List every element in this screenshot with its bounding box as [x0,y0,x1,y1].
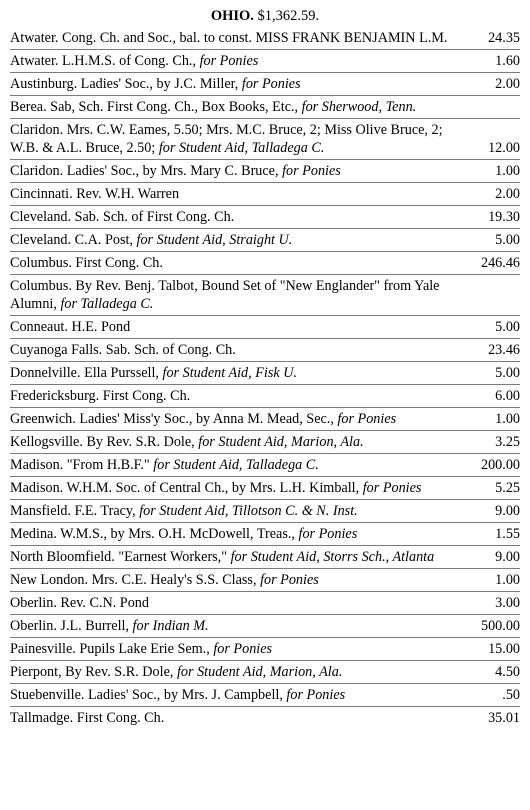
entry-text: Oberlin. Rev. C.N. Pond [10,595,149,611]
table-row [10,160,520,183]
entry-amount: .50 [448,684,520,707]
entry-description [10,638,448,661]
entry-designation: for Student Aid, Talladega C. [158,140,325,156]
contributions-table [10,29,520,729]
entry-text: Austinburg. Ladies' Soc., by J.C. Miller, [10,76,242,92]
entry-description [10,408,448,431]
entry-designation: for Ponies [213,641,273,657]
entry-description [10,523,448,546]
entry-description [10,229,448,252]
entry-amount: 5.00 [448,316,520,339]
entry-text: Tallmadge. First Cong. Ch. [10,710,165,726]
entry-amount: 23.46 [448,339,520,362]
entry-description [10,50,448,73]
table-row [10,546,520,569]
table-row [10,477,520,500]
table-row [10,252,520,275]
entry-text: Madison. W.H.M. Soc. of Central Ch., by Mrs. L.H. Kimball, [10,480,363,496]
table-row [10,569,520,592]
entry-text: Madison. "From H.B.F." [10,457,154,473]
entry-text: Atwater. Cong. Ch. and Soc., bal. to const. MISS FRANK BENJAMIN L.M. [10,30,448,46]
contributions-body [10,29,520,729]
entry-designation: for Ponies [199,53,259,69]
entry-description [10,339,448,362]
entry-text: Berea. Sab, Sch. First Cong. Ch., Box Books, Etc., [10,99,302,115]
entry-text: Medina. W.M.S., by Mrs. O.H. McDowell, Treas., [10,526,299,542]
entry-amount: 19.30 [448,206,520,229]
entry-designation: for Ponies [337,411,397,427]
entry-amount [448,275,520,316]
entry-description [10,431,448,454]
entry-text: Cincinnati. Rev. W.H. Warren [10,186,180,202]
entry-text: Pierpont, By Rev. S.R. Dole, [10,664,177,680]
entry-text: Stuebenville. Ladies' Soc., by Mrs. J. Campbell, [10,687,287,703]
entry-amount: 9.00 [448,500,520,523]
entry-text: Cleveland. C.A. Post, [10,232,137,248]
entry-description [10,500,448,523]
entry-text: Columbus. First Cong. Ch. [10,255,163,271]
entry-designation: for Ponies [241,76,301,92]
table-row [10,661,520,684]
entry-amount: 2.00 [448,183,520,206]
entry-text: Columbus. By Rev. Benj. Talbot, Bound Set of "New Englander" from Yale Alumni, [10,278,440,312]
table-row [10,385,520,408]
table-row [10,707,520,730]
entry-amount: 246.46 [448,252,520,275]
entry-amount: 3.25 [448,431,520,454]
entry-text: Claridon. Mrs. C.W. Eames, 5.50; Mrs. M.C. Bruce, 2; Miss Olive Bruce, 2; W.B. & A.L. Bruce, 2.50; [10,122,443,156]
entry-amount: 12.00 [448,119,520,160]
entry-designation: for Talladega C. [60,296,154,312]
entry-description [10,316,448,339]
entry-amount: 1.55 [448,523,520,546]
entry-designation: for Student Aid, Storrs Sch., Atlanta [230,549,435,565]
entry-amount: 5.00 [448,362,520,385]
table-row [10,592,520,615]
entry-description [10,119,448,160]
table-row [10,362,520,385]
table-row [10,229,520,252]
entry-text: Conneaut. H.E. Pond [10,319,131,335]
heading-state: OHIO. [210,8,254,24]
entry-amount: 6.00 [448,385,520,408]
entry-amount: 1.00 [448,569,520,592]
heading-total: $1,362.59. [257,8,320,24]
table-row [10,454,520,477]
table-row [10,684,520,707]
entry-amount: 15.00 [448,638,520,661]
entry-description [10,206,448,229]
entry-designation: for Student Aid, Marion, Ala. [198,434,364,450]
entry-text: North Bloomfield. "Earnest Workers," [10,549,231,565]
table-row [10,615,520,638]
entry-text: Donnelville. Ella Purssell, [10,365,163,381]
table-row [10,316,520,339]
entry-text: Atwater. L.H.M.S. of Cong. Ch., [10,53,200,69]
table-row [10,96,520,119]
entry-amount: 35.01 [448,707,520,730]
entry-description [10,362,448,385]
entry-text: Claridon. Ladies' Soc., by Mrs. Mary C. Bruce, [10,163,283,179]
entry-designation: for Ponies [286,687,346,703]
entry-designation: for Ponies [282,163,341,179]
entry-designation: for Ponies [260,572,319,588]
entry-description [10,477,448,500]
table-row [10,73,520,96]
entry-amount: 2.00 [448,73,520,96]
entry-designation: for Indian M. [132,618,209,634]
table-row [10,500,520,523]
table-row [10,29,520,50]
entry-amount: 4.50 [448,661,520,684]
entry-text: Cuyanoga Falls. Sab. Sch. of Cong. Ch. [10,342,236,358]
entry-description [10,454,448,477]
entry-description [10,569,448,592]
table-row [10,183,520,206]
table-row [10,638,520,661]
entry-designation: for Ponies [362,480,422,496]
entry-description [10,252,448,275]
entry-description [10,615,448,638]
entry-description [10,183,448,206]
entry-description [10,546,448,569]
table-row [10,339,520,362]
entry-text: Mansfield. F.E. Tracy, [10,503,140,519]
entry-text: Kellogsville. By Rev. S.R. Dole, [10,434,199,450]
entry-designation: for Student Aid, Tillotson C. & N. Inst. [139,503,358,519]
entry-amount: 200.00 [448,454,520,477]
table-row [10,275,520,316]
entry-amount: 500.00 [448,615,520,638]
table-row [10,50,520,73]
entry-amount: 9.00 [448,546,520,569]
entry-amount: 24.35 [488,30,520,46]
entry-description [10,661,448,684]
entry-amount: 1.00 [448,408,520,431]
entry-description [10,275,448,316]
entry-designation: for Student Aid, Straight U. [136,232,293,248]
entry-designation: for Student Aid, Fisk U. [162,365,298,381]
entry-designation: for Ponies [298,526,358,542]
entry-description [10,684,448,707]
table-row [10,119,520,160]
section-heading [10,6,520,29]
entry-amount [448,96,520,119]
entry-amount: 1.00 [448,160,520,183]
entry-description [10,96,448,119]
entry-description [10,707,448,730]
entry-designation: for Student Aid, Talladega C. [153,457,319,473]
entry-text: Oberlin. J.L. Burrell, [10,618,133,634]
entry-description [10,160,448,183]
entry-text: Cleveland. Sab. Sch. of First Cong. Ch. [10,209,235,225]
entry-text: Painesville. Pupils Lake Erie Sem., [10,641,214,657]
entry-description [10,73,448,96]
entry-description [10,385,448,408]
entry-text: Fredericksburg. First Cong. Ch. [10,388,191,404]
entry-text: New London. Mrs. C.E. Healy's S.S. Class, [10,572,261,588]
entry-designation: for Student Aid, Marion, Ala. [176,664,343,680]
table-row [10,206,520,229]
table-row [10,431,520,454]
entry-amount: 3.00 [448,592,520,615]
entry-designation: for Sherwood, Tenn. [301,99,417,115]
entry-amount: 5.25 [448,477,520,500]
entry-text: Greenwich. Ladies' Miss'y Soc., by Anna M. Mead, Sec., [10,411,338,427]
table-row [10,408,520,431]
entry-description [10,29,448,50]
entry-amount: 1.60 [448,50,520,73]
entry-description [10,592,448,615]
entry-amount: 5.00 [448,229,520,252]
table-row [10,523,520,546]
